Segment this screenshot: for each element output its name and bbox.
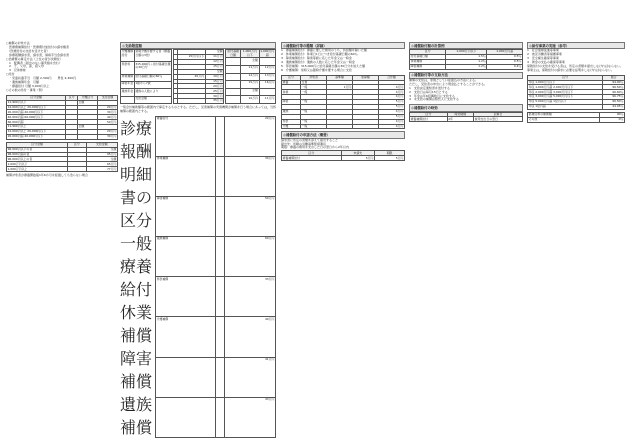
table-header-cell: 給付基礎日額 xyxy=(227,49,239,57)
table-cell: 25万円 xyxy=(205,89,224,94)
table-row xyxy=(7,134,118,139)
intro-line: ・遺族補償年金 月額 xyxy=(6,80,40,85)
table-cell: 30万円 xyxy=(97,110,117,115)
body-line: 保険給付の支給を受ける者は，所定の書類を提出しなければならない。 xyxy=(527,63,624,68)
table-header-cell: 支給金額 xyxy=(86,142,118,147)
table-cell: 77万円 xyxy=(86,167,118,172)
table-cell: 給付基礎日額の60％ xyxy=(134,74,172,81)
table-cell: 遺族補償 xyxy=(156,237,216,277)
intro-line: 2 子，父母，孫，祖父母 xyxy=(6,64,44,69)
table-row xyxy=(121,62,172,74)
table-cell xyxy=(215,116,225,156)
intro-line: ○給付 xyxy=(6,72,15,77)
col3-header-1: ◎補償給付等の種類（詳細） xyxy=(281,42,405,49)
body-line: 請求書に所定の書類を添えて提出すること xyxy=(281,137,339,142)
table-header-cell: 区分 xyxy=(68,142,86,147)
table-cell: 遺族の人数により xyxy=(134,89,172,96)
table-cell: 40万円 xyxy=(225,317,276,357)
table-cell: 0.4％ xyxy=(487,64,523,69)
table-cell: 費用支出日の翌日 xyxy=(474,117,523,122)
col1-intro xyxy=(6,42,118,93)
table-cell: 介護 xyxy=(282,124,301,129)
table-header-cell: 対象者 xyxy=(301,75,327,80)
table-cell: 一般 xyxy=(301,85,327,90)
table-cell: 全額 xyxy=(205,50,224,55)
col4-panel xyxy=(409,42,523,434)
table-cell: 障害補償 xyxy=(410,64,446,69)
table-cell: 40万円 xyxy=(97,115,117,120)
table-cell: 11,900円以上 xyxy=(7,125,66,130)
table-cell: 60,000円超 xyxy=(7,120,66,125)
table-row xyxy=(282,124,405,129)
table-cell: 1.2％ xyxy=(446,59,487,64)
table-cell: 一般 xyxy=(301,90,327,95)
intro-line: ・児童扶養手当 月額 2,300円 男性 2,300円 xyxy=(6,76,77,81)
table-row xyxy=(121,82,172,89)
table-cell: 給付基礎日額 xyxy=(410,55,446,60)
col4-header-2: ◎補償給付等の支給方法 xyxy=(409,72,523,79)
table-cell: 5万円 xyxy=(378,104,404,109)
col2-right-table xyxy=(225,49,276,104)
table-cell: 葬祭補償 xyxy=(156,277,216,317)
table-cell: 都道府県の補償額 xyxy=(528,112,600,117)
table-cell xyxy=(215,197,225,237)
table-cell: 16万円 xyxy=(259,81,275,89)
table-row xyxy=(7,167,118,172)
table-cell xyxy=(156,357,216,397)
table-cell: 一般 xyxy=(301,109,327,114)
col3-panel xyxy=(281,42,405,434)
table-cell xyxy=(77,134,97,139)
table-row xyxy=(156,277,276,317)
table-cell: 20万円以下 xyxy=(177,55,205,60)
col2-left-table xyxy=(120,49,172,104)
table-header-cell: 区分 xyxy=(282,75,301,80)
table-cell: 20,000円超 40,000円以下 xyxy=(7,134,66,139)
table-cell xyxy=(226,96,241,104)
table-cell: 0.5％ xyxy=(487,59,523,64)
col4-small-table xyxy=(409,112,523,123)
table-cell: 12万円 xyxy=(205,59,224,64)
table-cell: 96,000円超の者 xyxy=(7,152,68,157)
body-line: 事業主は，保険給付の請求に必要な証明をしなければならない。 xyxy=(527,67,615,72)
intro-line: ○治療費の算定方法（上位の者が次順位） xyxy=(6,56,63,61)
table-row xyxy=(156,116,276,156)
table-header-cell: 申請先 xyxy=(341,151,374,156)
table-cell: 20万円 xyxy=(225,116,276,156)
table-cell: 一般 xyxy=(301,100,327,105)
table-cell: 障害補償 xyxy=(156,197,216,237)
intro-line: ・療養給付 月額 3,000円以上 xyxy=(6,83,50,88)
col5-foot-table xyxy=(527,112,625,123)
table-cell: 96,000円以上の者 xyxy=(7,157,68,162)
col1-table-2 xyxy=(6,142,118,172)
table-cell: 30万円 xyxy=(205,94,224,99)
table-cell: 全額 xyxy=(86,147,118,152)
table-cell xyxy=(177,99,205,104)
lower-label: 療養給付 xyxy=(120,256,153,299)
table-cell: 1級から7級 xyxy=(134,82,172,89)
table-cell: 13万円 xyxy=(259,73,275,81)
table-cell: 50万円 xyxy=(97,120,117,125)
table-cell xyxy=(226,81,241,89)
table-cell: 20万円 xyxy=(97,105,117,110)
table-cell: 11万円 xyxy=(241,65,259,73)
table-row xyxy=(156,237,276,277)
table-row xyxy=(226,88,276,96)
table-cell: その他 xyxy=(528,117,600,122)
table-cell: 95万円 xyxy=(86,152,118,157)
col3-table xyxy=(281,75,405,130)
col3-body-1 xyxy=(281,49,405,72)
table-cell: 休業補償 xyxy=(121,74,135,81)
table-cell: 1.5％ xyxy=(446,55,487,60)
table-row xyxy=(156,156,276,196)
table-cell: 50万円 xyxy=(225,197,276,237)
col3-body-2 xyxy=(281,139,405,151)
table-header-cell: 加算額 xyxy=(353,75,379,80)
table-cell: 1,000万円以上 xyxy=(7,167,68,172)
table-cell: 15万円 xyxy=(241,81,259,89)
table-cell: 療養 xyxy=(282,80,301,85)
table-cell: 20万円 xyxy=(97,130,117,135)
table-cell xyxy=(259,88,275,96)
table-row xyxy=(121,50,172,62)
table-cell: 5万円 xyxy=(378,100,404,105)
body-line: 補償の支給は，原則として口座振込の方法による。 xyxy=(409,77,479,82)
table-cell: 20万円 xyxy=(177,74,205,79)
table-cell xyxy=(66,134,78,139)
table-cell: 障害 xyxy=(282,100,301,105)
table-cell: 休業補償 xyxy=(156,156,216,196)
body-line: 6 介護補償：常時又は随時介護を要する場合に支給 xyxy=(281,67,352,72)
table-cell: 96.50％ xyxy=(603,85,625,90)
table-cell: 315,000円＋給付基礎日額の30日分 xyxy=(134,62,172,74)
table-header-cell: 1,000万円超 xyxy=(487,50,523,55)
table-cell xyxy=(121,96,135,103)
col4-header-3: ◎補償給付の時効 xyxy=(409,104,523,111)
table-cell: 12万円 xyxy=(259,65,275,73)
table-cell: 0.5％ xyxy=(487,55,523,60)
table-header-cell: 1,000万円超 xyxy=(260,49,275,57)
table-cell: 常時介護を要する者（療養日額の3倍） xyxy=(134,50,172,62)
table-cell xyxy=(215,357,225,397)
table-cell: 支給金額 xyxy=(134,96,172,103)
table-cell: 全額 xyxy=(241,88,259,96)
body-line: 1 社会復帰促進等事業 xyxy=(527,48,559,53)
table-cell: 15万円 xyxy=(205,79,224,84)
table-cell: 43万円 xyxy=(225,397,276,437)
table-cell: 90％ xyxy=(600,112,625,117)
table-cell: 33万円 xyxy=(225,277,276,317)
table-cell: 11万円 xyxy=(205,55,224,60)
lower-label: 診療報酬明細書の区分 xyxy=(120,118,153,230)
table-cell: 4万円 xyxy=(378,124,404,129)
table-cell: 0％ xyxy=(600,117,625,122)
table-cell: 96.60％ xyxy=(603,90,625,95)
table-row xyxy=(156,197,276,237)
intro-line: ○補償の対象方法 xyxy=(6,41,30,45)
table-cell xyxy=(215,397,225,437)
body-line: 期限：療養の費用を支出した日の翌日から2年以内 xyxy=(281,145,349,150)
col4-table xyxy=(409,49,523,70)
col2-panel xyxy=(120,42,276,437)
table-cell: 20万円 xyxy=(205,84,224,89)
body-line: 提出先：所轄の労働基準監督署長 xyxy=(281,141,327,146)
table-cell xyxy=(327,124,353,129)
table-cell xyxy=(68,167,86,172)
table-header-cell: 時効期間 xyxy=(447,112,474,117)
table-cell: 41万円 xyxy=(225,357,276,397)
col2-lower-labels xyxy=(120,116,154,438)
table-cell xyxy=(226,58,241,66)
table-cell: 12万円 xyxy=(241,73,259,81)
table-cell: 全額 xyxy=(205,69,224,74)
table-row xyxy=(226,96,276,104)
table-cell: 介護補償給付 xyxy=(121,50,135,62)
table-cell xyxy=(215,317,225,357)
table-cell: 4万円 xyxy=(378,85,404,90)
intro-line: ○その他の給付・事業（例） xyxy=(6,87,45,92)
table-header-cell: 介護区分 xyxy=(77,95,97,100)
body-line: 2 被災労働者等援護事業 xyxy=(527,52,562,57)
col4-header-1: ◎補償給付額の計算例 xyxy=(409,42,523,49)
col5-header: ◎給付事業の実施（参考） xyxy=(527,42,625,49)
table-header-cell: 区分金額 xyxy=(7,142,68,147)
lower-label: 障害補償 xyxy=(120,348,153,391)
table-row xyxy=(121,96,172,103)
table-row xyxy=(226,65,276,73)
table-cell: 遺族 xyxy=(282,109,301,114)
table-cell: 1,000万円以下 xyxy=(7,162,68,167)
table-cell: 40,000円超 60,000円以下 xyxy=(7,115,66,120)
body-line: 4 未支給の補償は相続人に支給する xyxy=(409,97,459,102)
intro-line: 3 兄弟姉妹 xyxy=(6,68,26,73)
col3-header-2: ◎補償給付の申請方法（概要） xyxy=(281,131,405,138)
table-cell: 全額 xyxy=(77,100,97,105)
table-header-cell: 区分 xyxy=(528,75,603,80)
body-line: 5 葬祭補償：315,000円に給付基礎日額の30日分を加えた額 xyxy=(281,63,366,68)
table-cell: 全額 xyxy=(77,125,97,130)
col5-body xyxy=(527,49,625,72)
table-header-cell: 合計額 xyxy=(378,75,404,80)
col5-table xyxy=(527,75,625,110)
body-line: 2 休業補償給付：休業日1日につき給付基礎日額の60％ xyxy=(281,52,358,57)
table-cell: 30万円 xyxy=(225,156,276,196)
table-cell: 5万円 xyxy=(378,114,404,119)
table-cell: 5万円 xyxy=(341,156,374,161)
table-header-cell: 区分 xyxy=(66,95,78,100)
body-line: 3 安全衛生確保等事業 xyxy=(527,56,559,60)
table-cell: 12,000円以上 20,000円以下 xyxy=(7,105,66,110)
table-header-cell: 1,000万円以下 xyxy=(241,50,259,58)
table-cell: 遺族年金 xyxy=(121,89,135,96)
table-row xyxy=(156,357,276,397)
table-row xyxy=(156,317,276,357)
table-cell: 療養補償給付 xyxy=(410,117,448,122)
table-cell: 年収 3,000万円超 5,000万円以下 xyxy=(528,95,603,100)
table-cell: 1.2％ xyxy=(446,64,487,69)
body-line: 4 遺族補償給付：遺族の人数に応じた年金又は一時金 xyxy=(281,59,355,64)
body-line: 4 賃金の支払の確保等事業 xyxy=(527,59,565,64)
col4-body-2 xyxy=(409,79,523,102)
table-row xyxy=(410,117,523,122)
table-cell xyxy=(226,65,241,73)
table-cell: 葬祭 xyxy=(282,119,301,124)
body-line: ただし，受給者の申出により現金払とすることができる。 xyxy=(409,81,488,86)
table-cell: 44.05％ xyxy=(603,104,625,109)
table-cell: 11万円 xyxy=(259,96,275,104)
table-row xyxy=(528,117,625,122)
table-header-cell: 期限 xyxy=(374,151,404,156)
table-cell: 障害年金 xyxy=(121,82,135,89)
table-cell xyxy=(353,124,379,129)
intro-line: 医療費補償給付・医療費付加給付の請求権者 xyxy=(6,44,70,49)
table-cell xyxy=(156,397,216,437)
table-cell: 20,000円超 40,000円以下 xyxy=(7,110,66,115)
table-row xyxy=(156,397,276,437)
col1-foot-note: 補償対象者が療養開始後1年6か月を経過しても治らない場合 xyxy=(6,173,88,178)
table-cell: 94.00％ xyxy=(603,80,625,85)
body-line: 2 支給日は毎月15日とする xyxy=(409,89,448,94)
table-header-cell: 1,000万円以下 xyxy=(446,50,487,55)
body-line: 3 障害補償給付：障害等級に応じた年金又は一時金 xyxy=(281,56,352,60)
table-cell: 96.50％ xyxy=(603,100,625,105)
table-cell xyxy=(215,237,225,277)
body-line: 1 支給決定通知書を送付する xyxy=(409,85,450,90)
table-cell: 5万円 xyxy=(374,156,404,161)
table-cell: 4万円 xyxy=(378,90,404,95)
table-header-cell: 区分 xyxy=(410,112,448,117)
table-row xyxy=(174,99,224,104)
table-row xyxy=(528,104,625,109)
table-cell: 65万円 xyxy=(86,162,118,167)
table-cell: 休業 xyxy=(282,90,301,95)
table-header-cell: 割合 xyxy=(603,75,625,80)
table-cell: 10万円 xyxy=(241,96,259,104)
intro-line: 診療報酬請求書，請求書，傷病手当金請求書 xyxy=(6,52,70,57)
table-cell: 休業補償 xyxy=(410,59,446,64)
table-cell: 1万円 xyxy=(327,85,353,90)
table-cell: 介護補償 xyxy=(156,317,216,357)
table-cell: 年収 1億円超 xyxy=(528,104,603,109)
table-cell: 年収 1,000万円超 2,000万円以下 xyxy=(528,85,603,90)
table-cell: 15万円 xyxy=(205,64,224,69)
table-header-cell: 区分金額 xyxy=(7,95,66,100)
table-header-cell: 起算日 xyxy=(474,112,523,117)
table-cell: 年収 5,000万円超 1億円以下 xyxy=(528,100,603,105)
table-cell xyxy=(215,156,225,196)
table-cell xyxy=(215,277,225,317)
table-cell: 60万円 xyxy=(225,237,276,277)
table-row xyxy=(410,64,523,69)
table-cell: 96.75％ xyxy=(603,95,625,100)
table-cell: 4万円 xyxy=(378,95,404,100)
table-row xyxy=(226,81,276,89)
table-cell: 療養給付 xyxy=(156,116,216,156)
table-cell: 4万円 xyxy=(378,119,404,124)
col3-small-table xyxy=(281,150,405,161)
table-header-cell: 基準額 xyxy=(327,75,353,80)
intro-line: （医療給付の支給を受けた者） xyxy=(6,48,50,53)
col5-panel xyxy=(527,42,625,434)
body-line: 3 年金は年6回偶数月に支給する xyxy=(409,93,455,98)
table-cell: 年収 1,000万円以下 xyxy=(528,80,603,85)
table-header-cell: 支給金額 xyxy=(97,95,117,100)
table-cell: 10万円 xyxy=(205,74,224,79)
col2-note: 一般会計補助額等の範囲内で算定するものとする。ただし，災害補償の実施機関が補償を行う場合にあっては，当該補償の範囲内とする。 xyxy=(120,104,276,113)
table-cell: 一般 xyxy=(301,119,327,124)
col2-mid-table xyxy=(173,49,224,104)
table-cell: 4万円 xyxy=(378,109,404,114)
table-header-cell: 区分 xyxy=(282,151,342,156)
table-cell: 11,900円以下 xyxy=(7,100,66,105)
col1-table-1 xyxy=(6,95,118,140)
table-cell: 全員 xyxy=(301,80,327,85)
table-cell: 2年 xyxy=(447,117,474,122)
col2-lower-table xyxy=(155,116,276,438)
col1-panel xyxy=(6,42,118,434)
table-cell: 年収 2,000万円超 3,000万円以下 xyxy=(528,90,603,95)
table-cell: 35万円 xyxy=(205,99,224,104)
lower-label: 一般 xyxy=(120,233,153,253)
table-cell: 療養補償給付 xyxy=(282,156,342,161)
table-cell xyxy=(226,73,241,81)
table-cell: 一般 xyxy=(301,124,327,129)
table-cell: 96,000円以下の者 xyxy=(7,147,68,152)
body-line: 1 療養補償給付：療養に要した費用のうち，負担額を除いた額 xyxy=(281,48,367,53)
col2-header: ◎支給限度額 xyxy=(120,42,276,49)
table-cell: 12,000円以上 20,000円以下 xyxy=(7,130,66,135)
table-cell: 30万円 xyxy=(97,134,117,139)
lower-label: 休業補償 xyxy=(120,302,153,345)
intro-line: 1 配偶者（届出のない事実婚を含む） xyxy=(6,60,62,65)
table-cell: 葬祭料 xyxy=(121,62,135,74)
table-cell xyxy=(226,88,241,96)
table-cell: 全額 xyxy=(86,157,118,162)
table-header-cell: 区分 xyxy=(410,50,446,55)
table-row xyxy=(282,156,405,161)
lower-label: 遺族補償 xyxy=(120,394,153,437)
table-cell: 全額 xyxy=(241,58,259,66)
